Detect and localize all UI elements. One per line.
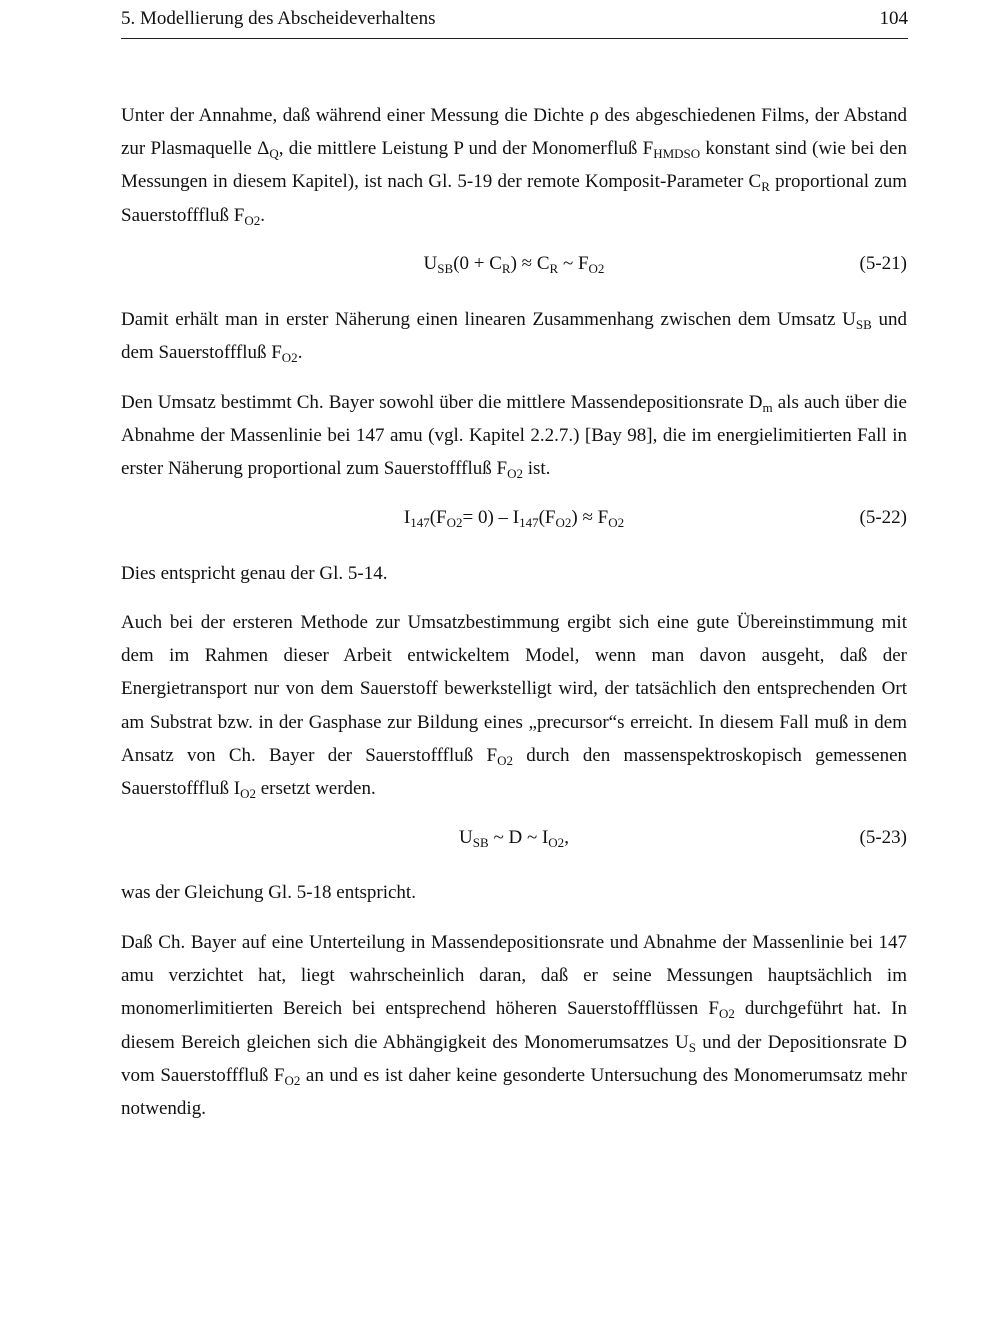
paragraph-3: Den Umsatz bestimmt Ch. Bayer sowohl über die mittlere Massendepositionsrate $D_m$ als auch über die Abnahme der Massenlinie bei 147 amu (vgl. Kapitel 2.2.7.) [Bay 98], die im energielimitierten Fall in erster Näherung proportional zum Sauerstofffluß $F_{O2}$ ist.: [121, 392, 907, 482]
paragraph-4: Dies entspricht genau der Gl. 5-14.: [121, 563, 388, 584]
equation-number: (5-22): [859, 507, 907, 528]
page-number: 104: [879, 8, 908, 29]
equation-formula: $I_{147}(F_{O2}= 0) - I_{147}(F_{O2}) \approx F_{O2}$: [403, 507, 625, 530]
chapter-title: 5. Modellierung des Abscheideverhaltens: [121, 8, 436, 29]
equation-number: (5-23): [859, 827, 907, 848]
equation-5-22: [121, 507, 907, 537]
equation-number: (5-21): [859, 253, 907, 274]
paragraph-5: Auch bei der ersteren Methode zur Umsatzbestimmung ergibt sich eine gute Übereinstimmung mit dem im Rahmen dieser Arbeit entwickeltem Model, wenn man davon ausgeht, daß der Energietransport nur von dem Sauerstoff bewerkstelligt wird, der tatsächlich den entsprechenden Ort am Substrat bzw. in der Gasphase zur Bildung eines „precursor“s erreicht. In diesem Fall muß in dem Ansatz von Ch. Bayer der Sauerstofffluß $F_{O2}$ durch den massenspektroskopisch gemessenen Sauerstofffluß $I_{O2}$ ersetzt werden.: [121, 612, 908, 802]
equation-formula: $U_{SB}(0 + C_R) \approx C_R$ ~ $F_{O2}$: [423, 253, 605, 276]
equation-5-23: [121, 827, 907, 857]
paragraph-1: Unter der Annahme, daß während einer Messung die Dichte ρ des abgeschiedenen Films, der Abstand zur Plasmaquelle $\Delta_Q$, die mittlere Leistung P und der Monomerfluß $F_{HMDSO}$ konstant sind (wie bei den Messungen in diesem Kapitel), ist nach Gl. 5-19 der remote Komposit-Parameter $C_R$ proportional zum Sauerstofffluß $F_{O2}$.: [121, 105, 907, 228]
paragraph-2: Damit erhält man in erster Näherung einen linearen Zusammenhang zwischen dem Umsatz $U_{SB}$ und dem Sauerstofffluß $F_{O2}$.: [121, 309, 908, 366]
equation-5-21: [121, 253, 907, 283]
equation-formula: $U_{SB}$ ~ D ~ $I_{O2}$,: [459, 827, 569, 850]
running-header: [121, 8, 908, 39]
paragraph-6: was der Gleichung Gl. 5-18 entspricht.: [121, 882, 416, 903]
paragraph-7: Daß Ch. Bayer auf eine Unterteilung in Massendepositionsrate und Abnahme der Massenlinie bei 147 amu verzichtet hat, liegt wahrscheinlich daran, daß er seine Messungen hauptsächlich im monomerlimitierten Bereich bei entsprechend höheren Sauerstoffflüssen $F_{O2}$ durchgeführt hat. In diesem Bereich gleichen sich die Abhängigkeit des Monomerumsatzes $U_S$ und der Depositionsrate D vom Sauerstofffluß $F_{O2}$ an und es ist daher keine gesonderte Untersuchung des Monomerumsatz mehr notwendig.: [121, 932, 908, 1120]
